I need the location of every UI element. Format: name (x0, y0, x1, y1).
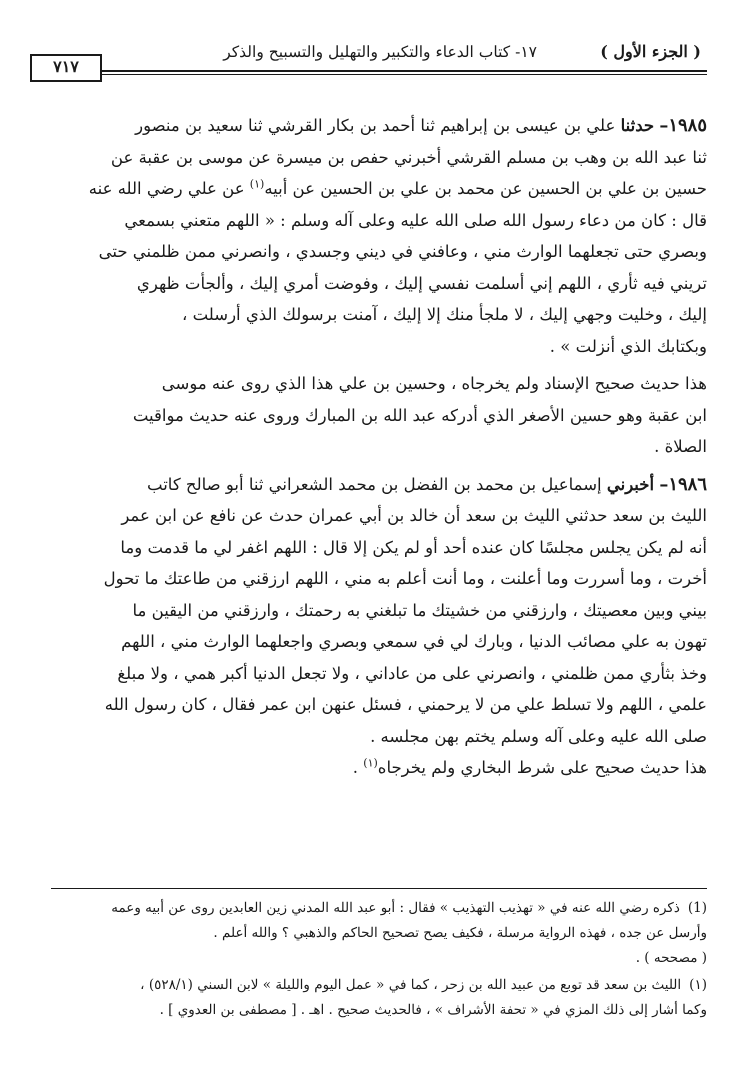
hadith-lead-word: حدثنا (620, 116, 655, 135)
footnote-separator (51, 888, 707, 889)
volume-label: ( الجزء الأول ) (600, 42, 701, 61)
text-line: علي بن عيسى بن إبراهيم ثنا أحمد بن بكار القرشي ثنا سعيد بن منصور (135, 116, 616, 135)
footnote-2 (30, 973, 707, 1023)
footnote-ref[interactable]: (١) (249, 177, 265, 191)
hadith-1985-line-8: وبكتابك الذي أنزلت » . (549, 336, 707, 356)
hadith-1985 (30, 110, 707, 362)
hadith-1986 (30, 469, 707, 753)
header-rule (30, 70, 707, 72)
hadith-1985-line-1 (30, 110, 707, 142)
hadith-1986-line-8: علمي ، اللهم ولا تسلط علي من لا يرحمني ، فسئل عنهن ابن عمر فقال ، كان رسول الله (104, 695, 707, 714)
hadith-1986-line-2: الليث بن سعد حدثني الليث بن سعد أن خالد بن أبي عمران حدث عن نافع عن ابن عمر (121, 506, 707, 525)
comment-1986 (30, 752, 707, 784)
footnote-1 (30, 896, 707, 971)
footnote-mark: (١) (689, 977, 707, 993)
footnote-1-line-1 (30, 896, 707, 921)
text-line: هذا حديث صحيح على شرط البخاري ولم يخرجاه (377, 758, 707, 777)
hadith-1986-line-3: أنه لم يكن يجلس مجلسًا كان عنده أحد أو لم يكن إلا قال : اللهم اغفر لي ما قدمت وما (120, 537, 707, 557)
header-row (30, 38, 707, 66)
hadith-1985-line-5: وبصري حتى تجعلهما الوارث مني ، وعافني في ديني وجسدي ، وانصرني ممن ظلمني حتى (98, 242, 707, 261)
hadith-lead-word: أخبرني (606, 474, 655, 494)
hadith-number: ١٩٨٥– (659, 115, 707, 136)
hadith-1986-line-9: صلى الله عليه وعلى آله وسلم يختم بهن مجلسه . (370, 726, 707, 746)
hadith-1985-line-2: ثنا عبد الله بن وهب بن مسلم القرشي أخبرني حفص بن ميسرة عن موسى بن عقبة عن (110, 147, 707, 167)
hadith-1986-line-1 (30, 469, 707, 501)
hadith-1986-line-4: أخرت ، وما أسررت وما أعلنت ، وما أنت أعلم به مني ، اللهم ارزقني من طاعتك ما تحول (103, 569, 707, 588)
comment-1985-line-3: الصلاة . (654, 437, 707, 456)
hadith-1986-line-7: وخذ بثأري ممن ظلمني ، وانصرني على من عاداني ، ولا تجعل الدنيا أكبر همي ، ولا مبلغ (117, 663, 707, 683)
text-line: عن علي رضي الله عنه (88, 179, 250, 198)
text-line: . (352, 758, 364, 777)
footnote-mark: (1) (687, 900, 707, 916)
comment-1985-line-1: هذا حديث صحيح الإسناد ولم يخرجاه ، وحسين بن علي هذا الذي روى عنه موسى (161, 374, 707, 393)
page-number: ٧١٧ (30, 54, 102, 82)
footnote-ref[interactable]: (١) (363, 756, 378, 770)
hadith-1985-line-6: تريني فيه ثأري ، اللهم إني أسلمت نفسي إليك ، وفوضت أمري إليك ، وألجأت ظهري (136, 273, 707, 293)
hadith-1985-line-4: قال : كان من دعاء رسول الله صلى الله عليه وعلى آله وسلم : « اللهم متعني بسمعي (124, 210, 707, 230)
header-rule-thin (100, 74, 707, 75)
main-text (30, 110, 707, 784)
hadith-1985-line-7: إليك ، وخليت وجهي إليك ، لا ملجأ منك إلا إليك ، آمنت برسولك الذي أرسلت ، (182, 305, 707, 324)
text-line: إسماعيل بن محمد بن الفضل بن محمد الشعراني ثنا أبو صالح كاتب (147, 474, 602, 494)
text-line: حسين بن علي بن الحسين عن محمد بن علي بن الحسين عن أبيه (264, 179, 707, 198)
footnote-2-line-1 (30, 973, 707, 998)
hadith-1985-line-3 (30, 173, 707, 205)
hadith-1986-line-5: بيني وبين معصيتك ، وارزقني من خشيتك ما تبلغني به رحمتك ، وارزقني من اليقين ما (132, 600, 707, 620)
comment-1985-line-2: ابن عقبة وهو حسين الأصغر الذي أدركه عبد الله بن المبارك وروى عنه حديث مواقيت (132, 405, 707, 425)
text-line: ذكره رضي الله عنه في « تهذيب التهذيب » فقال : أبو عبد الله المدني زين العابدين روى عن أبيه وعمه (111, 900, 680, 916)
hadith-1986-line-6: تهون به علي مصائب الدنيا ، وبارك لي في سمعي وبصري واجعلهما الوارث مني ، اللهم (121, 632, 707, 651)
page-header (30, 32, 707, 76)
footnote-1-line-3: ( مصححه ) . (635, 950, 707, 966)
chapter-title: ١٧- كتاب الدعاء والتكبير والتهليل والتسبيح والذكر (223, 43, 537, 61)
footnote-1-line-2: وأرسل عن جده ، فهذه الرواية مرسلة ، فكيف يصح تصحيح الحاكم والذهبي ؟ والله أعلم . (213, 925, 707, 941)
footnote-2-line-2: وكما أشار إلى ذلك المزي في « تحفة الأشراف » ، فالحديث صحيح . اهـ . [ مصطفى بن العدوي ] . (159, 1002, 707, 1018)
hadith-number: ١٩٨٦– (659, 473, 707, 495)
text-line: الليث بن سعد قد توبع من عبيد الله بن زحر ، كما في « عمل اليوم والليلة » لابن السني (٥٢٨/١) ، (140, 977, 682, 993)
comment-1985 (30, 368, 707, 463)
footnotes (30, 896, 707, 1025)
